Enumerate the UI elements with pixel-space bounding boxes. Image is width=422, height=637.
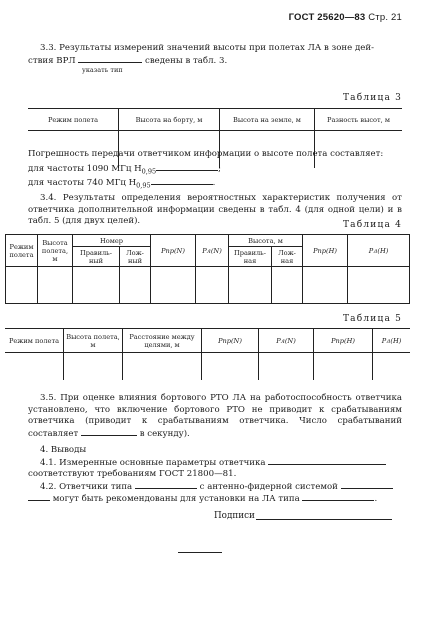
t4-h-ppr-n: Pпр(N) xyxy=(151,235,196,267)
page-number: Стр. 21 xyxy=(368,12,402,23)
t4-h-pl-h: Pл(H) xyxy=(348,235,410,267)
t4-h-height: Высота, м xyxy=(229,235,303,247)
t4-h-pl-n: Pл(N) xyxy=(196,235,229,267)
signature-label: Подписи xyxy=(214,511,255,521)
t5-h-pl-h: Pл(H) xyxy=(373,329,411,353)
accuracy-f1: для частоты 1090 МГц $H_{0,95}$ ; xyxy=(28,164,222,176)
table3-caption: Таблица 3 xyxy=(342,93,402,103)
conclusions-title: 4. Выводы xyxy=(40,445,87,455)
t4-h-false: Лож-ный xyxy=(120,247,151,267)
t4-h-correct2: Правиль-ная xyxy=(229,247,272,267)
type-blank xyxy=(78,55,142,63)
table-5 xyxy=(5,328,410,380)
t5-h-regime: Режим полета xyxy=(5,329,64,353)
t5-h-alt: Высота полета, м xyxy=(64,329,123,353)
type-note: указать тип xyxy=(82,66,123,74)
section-3-3: 3.3. Результаты измерений значений высоты при полетах ЛА в зоне дей- ствия ВРЛ сведены в табл. 3. xyxy=(28,43,374,66)
page-header xyxy=(289,12,402,23)
t4-h-correct: Правиль-ный xyxy=(73,247,120,267)
section-3-5: 3.5. При оценке влияния бортового РТО ЛА на работоспособность ответчика установлено, что включение бортового РТО не приводит к срабатываниям ответчика (приводит к срабатываниям ответчика. Число срабатываний составляет в секунду). xyxy=(28,393,402,439)
standard-number: ГОСТ 25620—83 xyxy=(288,12,366,23)
t3-h-alt-board: Высота на борту, м xyxy=(119,109,220,131)
t4-h-false2: Лож-ная xyxy=(272,247,303,267)
t5-h-ppr-n: Pпр(N) xyxy=(202,329,259,353)
s33-line1: 3.3. Результаты измерений значений высоты при полетах ЛА в зоне дей- xyxy=(40,43,374,53)
signature-line-1 xyxy=(256,519,392,520)
t5-h-pl-n: Pл(N) xyxy=(259,329,314,353)
table5-caption: Таблица 5 xyxy=(342,314,402,324)
t4-h-ppr-h: Pпр(H) xyxy=(303,235,348,267)
t4-h-alt: Высота полета, м xyxy=(38,235,73,267)
table4-caption: Таблица 4 xyxy=(342,220,402,230)
t5-h-ppr-h: Pпр(H) xyxy=(314,329,373,353)
signature-line-2 xyxy=(178,552,222,553)
table-4 xyxy=(5,234,410,304)
t5-h-distance: Расстояние между целями, м xyxy=(123,329,202,353)
t3-h-diff: Разность высот, м xyxy=(315,109,403,131)
conclusion-4-1: 4.1. Измеренные основные параметры ответчика xyxy=(28,457,402,470)
section-3-4: 3.4. Результаты определения вероятностных характеристик получения от ответчика дополнительной информации сведены в табл. 4 (для одной цели) и в табл. 5 (для двух целей). xyxy=(28,193,402,227)
conclusion-4-2: 4.2. Ответчики типа с антенно-фидерной системой xyxy=(28,481,402,494)
accuracy-text: Погрешность передачи ответчиком информации о высоте полета составляет: xyxy=(28,149,384,159)
conclusion-4-1b: соответствуют требованиям ГОСТ 21800—81. xyxy=(28,469,237,479)
accuracy-f2: для частоты 740 МГц $H_{0,95}$ . xyxy=(28,178,216,190)
t3-h-alt-ground: Высота на земле, м xyxy=(220,109,315,131)
conclusion-4-2b: могут быть рекомендованы для установки на ЛА типа . xyxy=(28,493,402,506)
t4-h-regime: Режим полета xyxy=(6,235,38,267)
t3-h-regime: Режим полета xyxy=(28,109,119,131)
t4-h-number: Номер xyxy=(73,235,151,247)
